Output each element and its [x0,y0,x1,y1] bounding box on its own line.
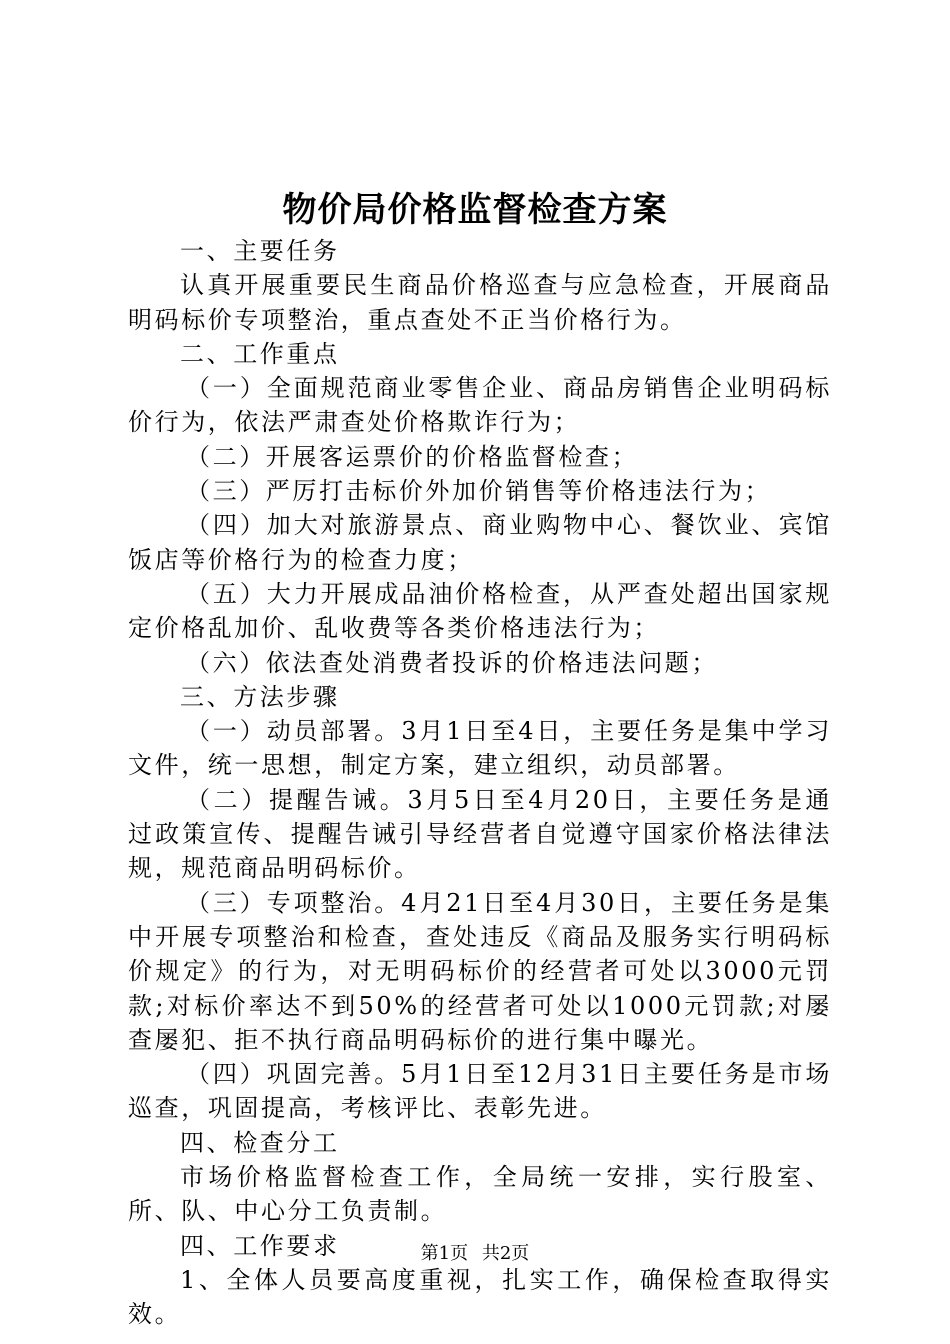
document-body [128,234,832,1332]
paragraph-step-3: （三）专项整治。4月21日至4月30日，主要任务是集中开展专项整治和检查，查处违反《商品及服务实行明码标价规定》的行为，对无明码标价的经营者可处以3000元罚款;对标价率达不到50%的经营者可处以1000元罚款;对屡查屡犯、拒不执行商品明码标价的进行集中曝光。 [128,888,832,1054]
paragraph-step-1: （一）动员部署。3月1日至4日，主要任务是集中学习文件，统一思想，制定方案，建立组织，动员部署。 [128,717,832,780]
section-heading-5: 四、工作要求 [180,1231,340,1260]
paragraph-focus-5: （五）大力开展成品油价格检查，从严查处超出国家规定价格乱加价、乱收费等各类价格违法行为； [128,579,832,643]
paragraph-focus-3: （三）严厉打击标价外加价销售等价格违法行为； [186,477,772,506]
section-heading-4: 四、检查分工 [180,1128,340,1157]
paragraph-step-2: （二）提醒告诫。3月5日至4月20日，主要任务是通过政策宣传、提醒告诫引导经营者自觉遵守国家价格法律法规，规范商品明码标价。 [128,785,832,883]
paragraph-main-task: 认真开展重要民生商品价格巡查与应急检查，开展商品明码标价专项整治，重点查处不正当价格行为。 [128,271,832,334]
section-heading-3: 三、方法步骤 [180,682,340,711]
section-heading-2: 二、工作重点 [180,339,340,368]
paragraph-focus-1: （一）全面规范商业零售企业、商品房销售企业明码标价行为，依法严肃查处价格欺诈行为； [128,374,832,437]
page-total: 共2页 [481,1243,530,1264]
paragraph-focus-6: （六）依法查处消费者投诉的价格违法问题； [186,648,718,677]
paragraph-division: 市场价格监督检查工作，全局统一安排，实行股室、所、队、中心分工负责制。 [128,1163,832,1226]
page-footer [0,1240,950,1268]
paragraph-step-4: （四）巩固完善。5月1日至12月31日主要任务是市场巡查，巩固提高，考核评比、表彰先进。 [128,1060,832,1123]
paragraph-focus-4: （四）加大对旅游景点、商业购物中心、餐饮业、宾馆饭店等价格行为的检查力度； [128,511,832,574]
document-title: 物价局价格监督检查方案 [282,190,668,230]
section-heading-1: 一、主要任务 [180,237,340,265]
paragraph-requirement-1: 1、全体人员要高度重视，扎实工作，确保检查取得实效。 [128,1265,832,1329]
page-number: 第1页 [420,1243,469,1264]
paragraph-focus-2: （二）开展客运票价的价格监督检查； [186,442,639,471]
